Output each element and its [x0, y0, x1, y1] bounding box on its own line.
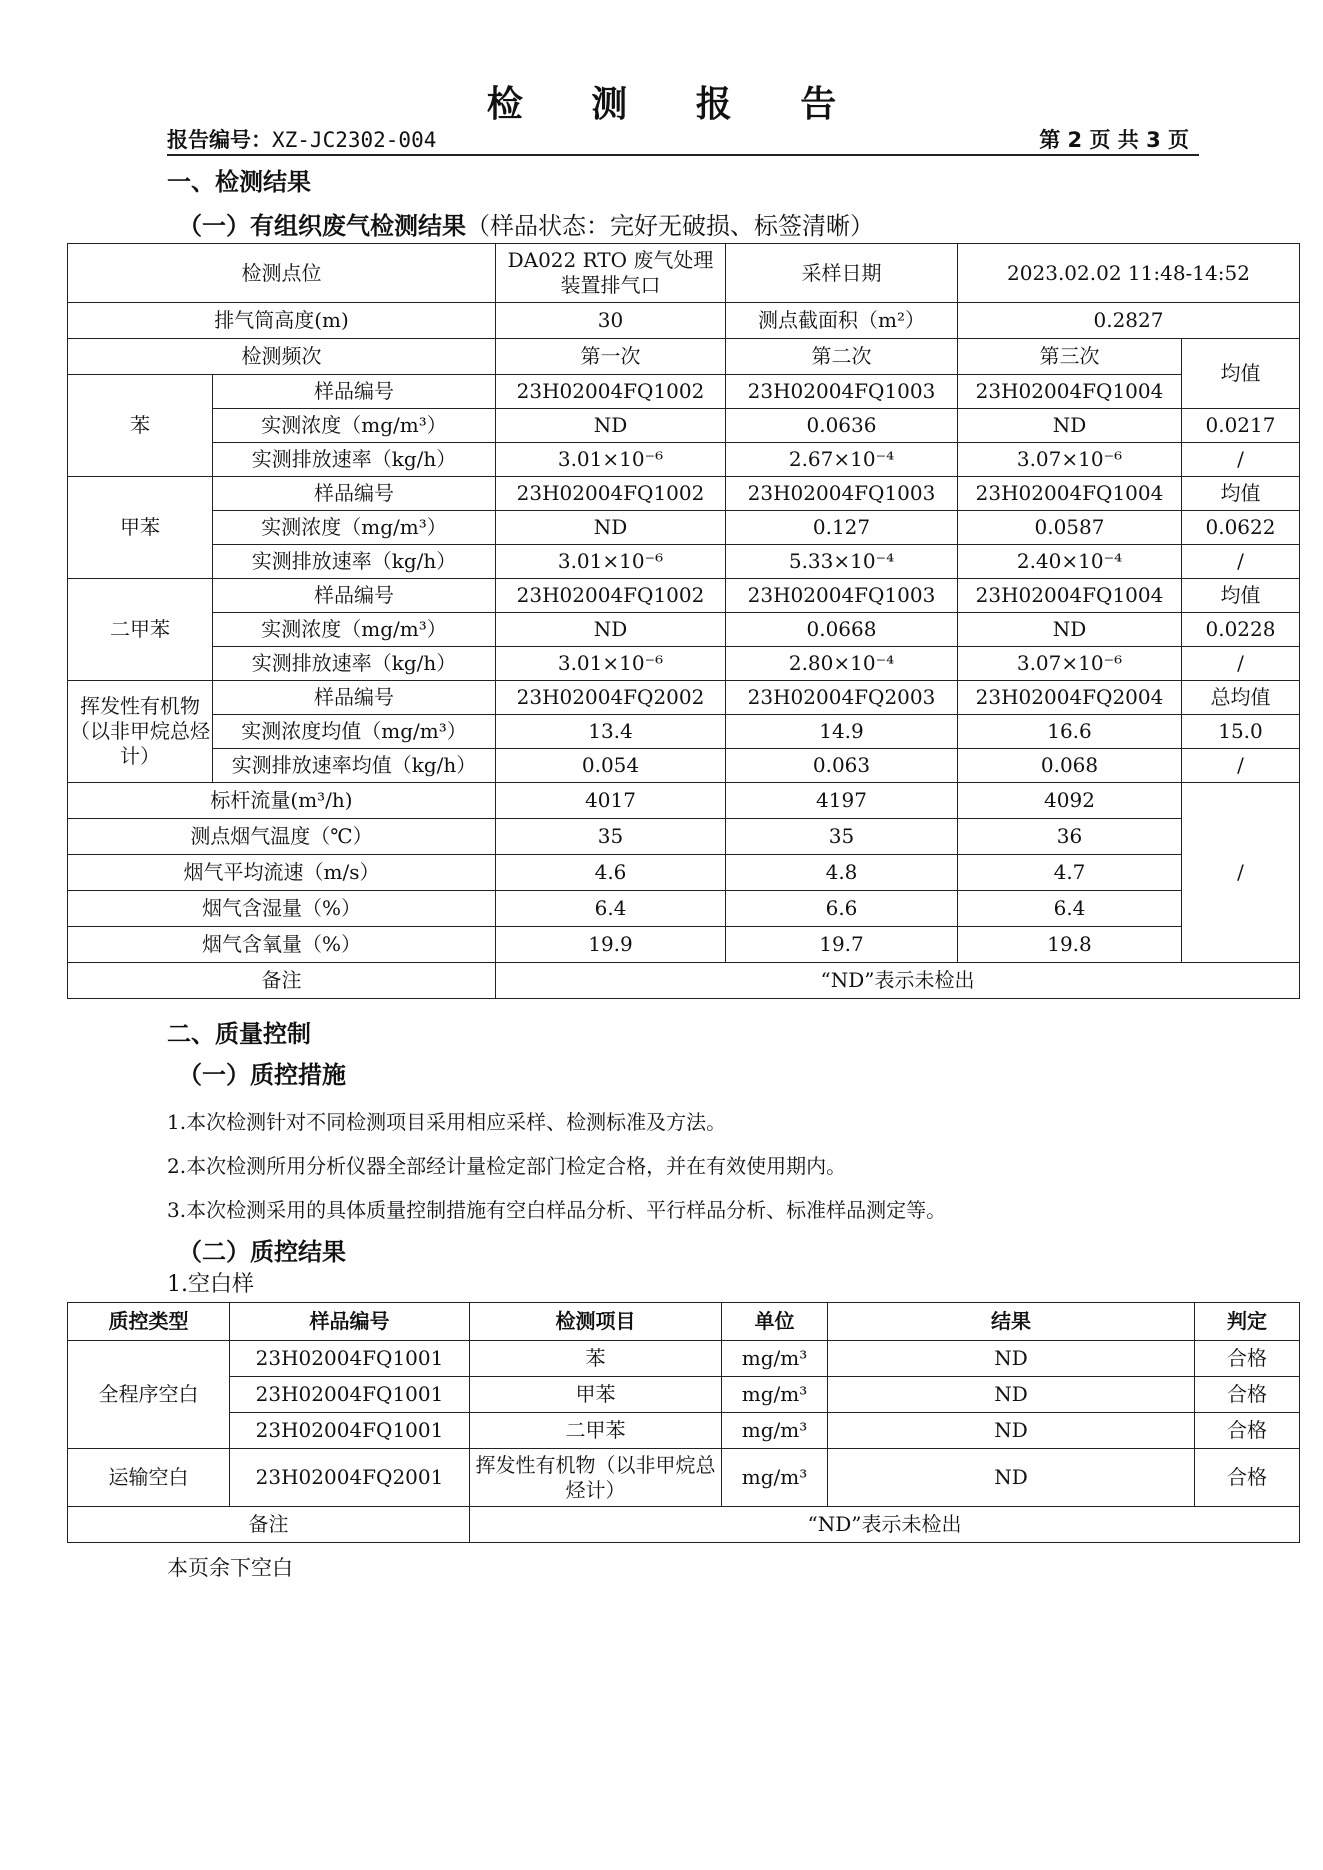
measurement-value: 23H02004FQ2003: [726, 681, 958, 715]
run-header: 第三次: [958, 339, 1182, 375]
blank-sample-heading: 1.空白样: [167, 1272, 254, 1297]
column-header: 单位: [722, 1303, 828, 1341]
flue-parameter-value: 36: [958, 819, 1182, 855]
qc-result: ND: [828, 1341, 1195, 1377]
flue-parameter-value: 4.7: [958, 855, 1182, 891]
table-row: [68, 819, 1300, 855]
table-row: [68, 749, 1300, 783]
qc-no: 23H02004FQ2001: [230, 1449, 470, 1507]
flue-parameter-value: 35: [496, 819, 726, 855]
parameter-label: 实测浓度均值（mg/m³）: [213, 715, 496, 749]
flue-parameter-value: 35: [726, 819, 958, 855]
parameter-label: 样品编号: [213, 375, 496, 409]
subsection-heading-organized-gas: （一）有组织废气检测结果（样品状态：完好无破损、标签清晰）: [178, 212, 874, 240]
stack-height-value: 30: [496, 303, 726, 339]
average-value: 0.0217: [1182, 409, 1300, 443]
average-value: 15.0: [1182, 715, 1300, 749]
column-header: 结果: [828, 1303, 1195, 1341]
pollutant-name: 甲苯: [68, 477, 213, 579]
average-value: /: [1182, 749, 1300, 783]
qc-no: 23H02004FQ1001: [230, 1377, 470, 1413]
subsection-heading-qc-results: （二）质控结果: [178, 1238, 346, 1266]
average-value: /: [1182, 545, 1300, 579]
average-value: 0.0622: [1182, 511, 1300, 545]
column-header: 质控类型: [68, 1303, 230, 1341]
average-value: 0.0228: [1182, 613, 1300, 647]
measurement-value: ND: [496, 409, 726, 443]
qc-item: 苯: [470, 1341, 722, 1377]
report-header: [167, 122, 1199, 156]
measurement-value: 2.80×10⁻⁴: [726, 647, 958, 681]
table-row: [68, 1413, 1300, 1449]
table-row: [68, 443, 1300, 477]
run-header: 第一次: [496, 339, 726, 375]
remark-value: “ND”表示未检出: [496, 963, 1300, 999]
measurement-value: 23H02004FQ2002: [496, 681, 726, 715]
parameter-label: 实测排放速率（kg/h）: [213, 647, 496, 681]
measurement-value: 3.01×10⁻⁶: [496, 545, 726, 579]
measurement-value: 3.07×10⁻⁶: [958, 647, 1182, 681]
run-header: 第二次: [726, 339, 958, 375]
table-row: [68, 715, 1300, 749]
flue-parameter-value: 6.4: [958, 891, 1182, 927]
column-header: 检测项目: [470, 1303, 722, 1341]
remark-label: 备注: [68, 1507, 470, 1543]
table-row: [68, 244, 1300, 303]
measurement-value: ND: [958, 613, 1182, 647]
measurement-value: 23H02004FQ1004: [958, 477, 1182, 511]
measurement-value: 0.054: [496, 749, 726, 783]
pollutant-name: 二甲苯: [68, 579, 213, 681]
table-row: [68, 339, 1300, 375]
table-row: [68, 613, 1300, 647]
frequency-label: 检测频次: [68, 339, 496, 375]
point-label: 检测点位: [68, 244, 496, 303]
measurement-value: 23H02004FQ1002: [496, 477, 726, 511]
table-row: [68, 891, 1300, 927]
page-footer-note: 本页余下空白: [167, 1556, 293, 1580]
flue-parameter-value: 4.6: [496, 855, 726, 891]
qc-result: ND: [828, 1413, 1195, 1449]
flue-average: /: [1182, 783, 1300, 963]
average-value: /: [1182, 443, 1300, 477]
parameter-label: 样品编号: [213, 477, 496, 511]
average-value: /: [1182, 647, 1300, 681]
flue-parameter-label: 烟气平均流速（m/s）: [68, 855, 496, 891]
measurement-value: 23H02004FQ1002: [496, 579, 726, 613]
point-value: DA022 RTO 废气处理装置排气口: [496, 244, 726, 303]
remark-label: 备注: [68, 963, 496, 999]
section-heading-quality-control: 二、质量控制: [167, 1020, 311, 1048]
qc-verdict: 合格: [1195, 1413, 1300, 1449]
parameter-label: 实测排放速率（kg/h）: [213, 443, 496, 477]
parameter-label: 实测排放速率（kg/h）: [213, 545, 496, 579]
section-heading-results: 一、检测结果: [167, 168, 311, 196]
measurement-value: 16.6: [958, 715, 1182, 749]
table-row: [68, 1449, 1300, 1507]
qc-unit: mg/m³: [722, 1377, 828, 1413]
parameter-label: 样品编号: [213, 681, 496, 715]
average-value: 均值: [1182, 579, 1300, 613]
measurement-value: 0.127: [726, 511, 958, 545]
measurement-value: 2.67×10⁻⁴: [726, 443, 958, 477]
organized-exhaust-results-table: [67, 243, 1300, 999]
qc-type: 运输空白: [68, 1449, 230, 1507]
qc-unit: mg/m³: [722, 1449, 828, 1507]
pollutant-name: 苯: [68, 375, 213, 477]
measurement-value: 0.0636: [726, 409, 958, 443]
flue-parameter-value: 6.6: [726, 891, 958, 927]
measurement-value: 23H02004FQ2004: [958, 681, 1182, 715]
report-title: 检 测 报 告: [486, 84, 865, 125]
measurement-value: 23H02004FQ1004: [958, 375, 1182, 409]
table-row: [68, 511, 1300, 545]
qc-no: 23H02004FQ1001: [230, 1413, 470, 1449]
average-value: 均值: [1182, 477, 1300, 511]
page-indicator: 第 2 页 共 3 页: [1039, 128, 1189, 152]
measurement-value: 3.07×10⁻⁶: [958, 443, 1182, 477]
table-row: [68, 579, 1300, 613]
column-header: 样品编号: [230, 1303, 470, 1341]
subsection-heading-qc-measures: （一）质控措施: [178, 1061, 346, 1089]
measurement-value: 2.40×10⁻⁴: [958, 545, 1182, 579]
parameter-label: 实测浓度（mg/m³）: [213, 613, 496, 647]
section-area-label: 测点截面积（m²）: [726, 303, 958, 339]
parameter-label: 样品编号: [213, 579, 496, 613]
qc-measure-2: 2.本次检测所用分析仪器全部经计量检定部门检定合格，并在有效使用期内。: [167, 1154, 847, 1178]
section-area-value: 0.2827: [958, 303, 1300, 339]
parameter-label: 实测浓度（mg/m³）: [213, 409, 496, 443]
table-row: [68, 409, 1300, 443]
flue-parameter-value: 4017: [496, 783, 726, 819]
qc-measure-1: 1.本次检测针对不同检测项目采用相应采样、检测标准及方法。: [167, 1110, 727, 1134]
flue-parameter-value: 4092: [958, 783, 1182, 819]
flue-parameter-value: 4197: [726, 783, 958, 819]
remark-value: “ND”表示未检出: [470, 1507, 1300, 1543]
measurement-value: 3.01×10⁻⁶: [496, 443, 726, 477]
average-header: 均值: [1182, 339, 1300, 409]
measurement-value: ND: [496, 511, 726, 545]
measurement-value: 23H02004FQ1002: [496, 375, 726, 409]
table-row: [68, 375, 1300, 409]
measurement-value: 23H02004FQ1003: [726, 477, 958, 511]
table-row: [68, 303, 1300, 339]
flue-parameter-label: 标杆流量(m³/h): [68, 783, 496, 819]
parameter-label: 实测排放速率均值（kg/h）: [213, 749, 496, 783]
column-header: 判定: [1195, 1303, 1300, 1341]
qc-verdict: 合格: [1195, 1377, 1300, 1413]
qc-verdict: 合格: [1195, 1341, 1300, 1377]
flue-parameter-value: 19.7: [726, 927, 958, 963]
measurement-value: 23H02004FQ1003: [726, 579, 958, 613]
parameter-label: 实测浓度（mg/m³）: [213, 511, 496, 545]
measurement-value: 0.0587: [958, 511, 1182, 545]
table-row: [68, 1303, 1300, 1341]
table-row: [68, 1507, 1300, 1543]
qc-unit: mg/m³: [722, 1341, 828, 1377]
table-row: [68, 927, 1300, 963]
measurement-value: 14.9: [726, 715, 958, 749]
table-row: [68, 1341, 1300, 1377]
flue-parameter-label: 测点烟气温度（℃）: [68, 819, 496, 855]
qc-verdict: 合格: [1195, 1449, 1300, 1507]
flue-parameter-label: 烟气含湿量（%）: [68, 891, 496, 927]
measurement-value: 3.01×10⁻⁶: [496, 647, 726, 681]
measurement-value: 0.068: [958, 749, 1182, 783]
measurement-value: ND: [496, 613, 726, 647]
qc-item: 二甲苯: [470, 1413, 722, 1449]
measurement-value: 0.063: [726, 749, 958, 783]
average-value: 总均值: [1182, 681, 1300, 715]
flue-parameter-value: 4.8: [726, 855, 958, 891]
flue-parameter-label: 烟气含氧量（%）: [68, 927, 496, 963]
measurement-value: 23H02004FQ1004: [958, 579, 1182, 613]
measurement-value: 23H02004FQ1003: [726, 375, 958, 409]
table-row: [68, 681, 1300, 715]
qc-unit: mg/m³: [722, 1413, 828, 1449]
qc-result: ND: [828, 1449, 1195, 1507]
flue-parameter-value: 19.9: [496, 927, 726, 963]
measurement-value: 13.4: [496, 715, 726, 749]
qc-item: 挥发性有机物（以非甲烷总烃计）: [470, 1449, 722, 1507]
measurement-value: 5.33×10⁻⁴: [726, 545, 958, 579]
qc-item: 甲苯: [470, 1377, 722, 1413]
table-row: [68, 647, 1300, 681]
measurement-value: ND: [958, 409, 1182, 443]
date-label: 采样日期: [726, 244, 958, 303]
date-value: 2023.02.02 11:48-14:52: [958, 244, 1300, 303]
qc-type: 全程序空白: [68, 1341, 230, 1449]
measurement-value: 0.0668: [726, 613, 958, 647]
table-row: [68, 545, 1300, 579]
table-row: [68, 855, 1300, 891]
qc-measure-3: 3.本次检测采用的具体质量控制措施有空白样品分析、平行样品分析、标准样品测定等。: [167, 1198, 947, 1222]
table-row: [68, 963, 1300, 999]
pollutant-name: 挥发性有机物（以非甲烷总烃计）: [68, 681, 213, 783]
flue-parameter-value: 19.8: [958, 927, 1182, 963]
report-number: 报告编号：XZ-JC2302-004: [167, 128, 437, 152]
table-row: [68, 477, 1300, 511]
flue-parameter-value: 6.4: [496, 891, 726, 927]
blank-sample-table: [67, 1302, 1300, 1543]
table-row: [68, 783, 1300, 819]
qc-no: 23H02004FQ1001: [230, 1341, 470, 1377]
stack-height-label: 排气筒高度(m): [68, 303, 496, 339]
table-row: [68, 1377, 1300, 1413]
qc-result: ND: [828, 1377, 1195, 1413]
